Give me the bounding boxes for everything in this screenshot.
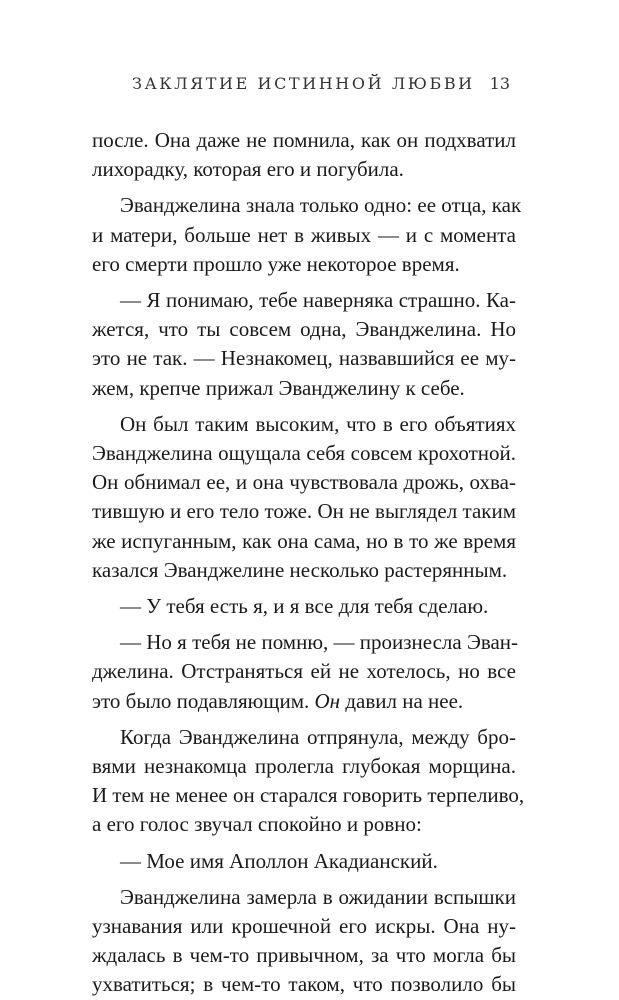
body-text [92, 126, 525, 1000]
text-line: его смерти прошло уже некоторое время. [92, 251, 460, 276]
text-line: тившую и его тело тоже. Он не выглядел таким [92, 499, 516, 524]
text-line: жем, крепче прижал Эванджелину к себе. [92, 375, 465, 400]
text-line: джелина. Отстраняться ей не хотелось, но все [92, 659, 516, 684]
text-run: это было подавляющим. [92, 688, 315, 713]
text-run: давил на нее. [340, 688, 464, 713]
text-line: лихорадку, которая его и погубила. [92, 157, 404, 182]
emphasis-text: Он [314, 688, 341, 713]
text-line: Эванджелина замерла в ожидании вспышки [120, 884, 516, 909]
running-header [132, 74, 510, 94]
text-line: жется, что ты совсем одна, Эванджелина. Но [92, 317, 516, 342]
text-line: казался Эванджелине несколько растерянным. [92, 557, 508, 582]
text-line: ухватиться; в чем-то таком, что позволило бы [92, 972, 516, 997]
paragraph [92, 410, 516, 585]
text-line: узнавания или крошечной его искры. Она ну- [92, 914, 516, 939]
text-line: вями незнакомца пролегла глубокая морщина. [92, 754, 516, 779]
paragraph [92, 191, 522, 279]
paragraph [92, 847, 516, 876]
page-number: 13 [489, 74, 510, 93]
text-line: это не так. — Незнакомец, назвавшийся ее му- [92, 346, 516, 371]
text-line: Когда Эванджелина отпрянула, между бро- [120, 724, 516, 749]
text-line [92, 687, 516, 716]
text-line: — У тебя есть я, и я все для тебя сделаю. [120, 594, 489, 619]
paragraph [92, 723, 525, 840]
text-line: и матери, больше нет в живых — и с момента [92, 222, 516, 247]
text-line: Эванджелина ощущала себя совсем крохотной. [92, 441, 516, 466]
running-title: ЗАКЛЯТИЕ ИСТИННОЙ ЛЮБВИ [132, 74, 475, 93]
text-line: — Я понимаю, тебе наверняка страшно. Ка- [120, 288, 516, 313]
paragraph [92, 883, 516, 1000]
text-line: после. Она даже не помнила, как он подхватил [92, 128, 516, 152]
text-line: Он был таким высоким, что в его объятиях [120, 411, 516, 436]
text-line: — Но я тебя не помню, — произнесла Эван- [120, 630, 519, 655]
paragraph [92, 592, 516, 621]
text-line: ждалась в чем-то привычном, за что могла бы [92, 943, 516, 968]
paragraph [92, 628, 519, 716]
text-line: И тем не менее он старался говорить терпеливо, [92, 783, 525, 808]
text-line: — Мое имя Аполлон Акадианский. [120, 848, 438, 873]
text-line: а его голос звучал спокойно и ровно: [92, 812, 422, 837]
paragraph [92, 126, 516, 184]
text-line: Он обнимал ее, и она чувствовала дрожь, охва- [92, 470, 516, 495]
text-line: Эванджелина знала только одно: ее отца, как [120, 193, 522, 218]
text-line: же испуганным, как она сама, но в то же время [92, 528, 516, 553]
paragraph [92, 286, 516, 403]
